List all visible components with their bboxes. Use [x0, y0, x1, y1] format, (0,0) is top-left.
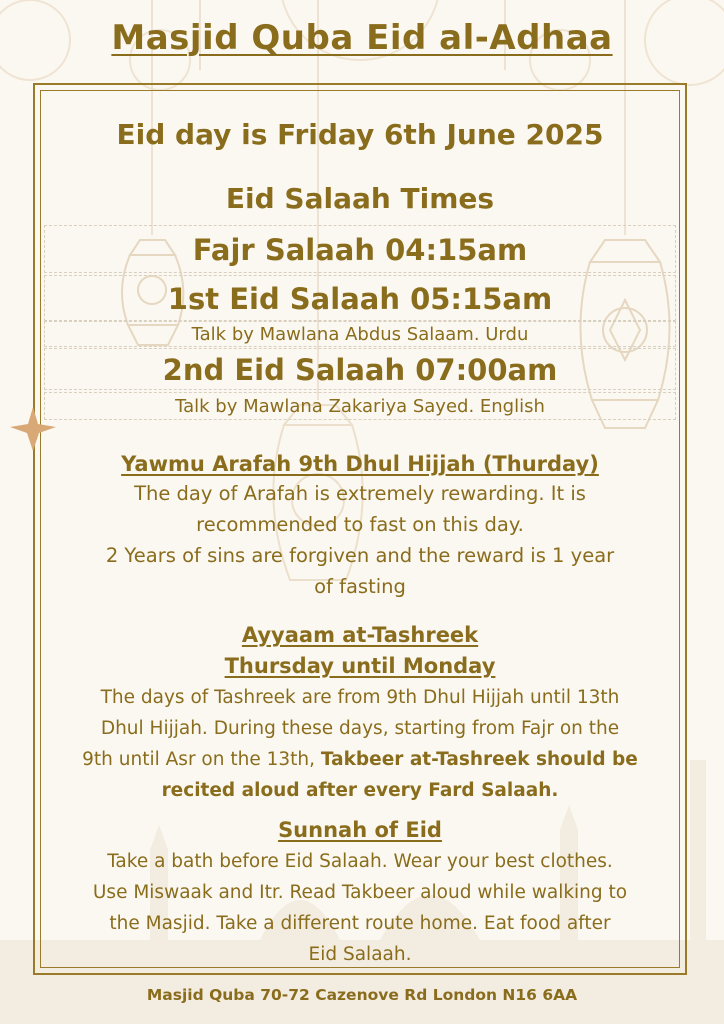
first-eid-time: 1st Eid Salaah 05:15am: [44, 275, 676, 321]
arafah-text: [40, 478, 680, 602]
arafah-line-1: The day of Arafah is extremely rewarding. It is: [134, 482, 586, 505]
sunnah-line-2: Use Miswaak and Itr. Read Takbeer aloud while walking to: [92, 882, 628, 903]
sunnah-line-1: Take a bath before Eid Salaah. Wear your best clothes.: [107, 851, 613, 872]
first-talk: Talk by Mawlana Abdus Salaam. Urdu: [44, 321, 676, 347]
sunnah-line-4: Eid Salaah.: [308, 944, 412, 965]
fajr-time: Fajr Salaah 04:15am: [44, 225, 676, 273]
tashreek-line-4: recited aloud after every Fard Salaah.: [161, 780, 559, 801]
arafah-section: [40, 452, 680, 602]
tashreek-days: Thursday until Monday: [224, 654, 496, 678]
salaah-times-heading: Eid Salaah Times: [225, 182, 495, 215]
second-talk: Talk by Mawlana Zakariya Sayed. English: [44, 392, 676, 420]
tashreek-section: [40, 620, 680, 806]
sunnah-section: [40, 814, 680, 970]
tashreek-line-2: Dhul Hijjah. During these days, starting from Fajr on the: [100, 718, 620, 739]
footer-address: Masjid Quba 70-72 Cazenove Rd London N16 6AA: [146, 986, 578, 1004]
arafah-line-3: 2 Years of sins are forgiven and the reward is 1 year: [105, 544, 615, 567]
sunnah-heading: Sunnah of Eid: [278, 818, 442, 842]
second-eid-time: 2nd Eid Salaah 07:00am: [44, 348, 676, 390]
tashreek-heading: Ayyaam at-Tashreek: [241, 623, 479, 647]
tashreek-text: [40, 682, 680, 806]
sunnah-text: [40, 846, 680, 970]
page-title: Masjid Quba Eid al-Adhaa: [111, 18, 613, 58]
arafah-line-4: of fasting: [314, 575, 406, 598]
tashreek-line-3: 9th until Asr on the 13th, Takbeer at-Tashreek should be: [82, 749, 638, 770]
arafah-line-2: recommended to fast on this day.: [196, 513, 524, 536]
arafah-heading: Yawmu Arafah 9th Dhul Hijjah (Thurday): [121, 452, 599, 476]
eid-day-heading: Eid day is Friday 6th June 2025: [116, 118, 604, 151]
tashreek-line-1: The days of Tashreek are from 9th Dhul Hijjah until 13th: [100, 687, 620, 708]
sunnah-line-3: the Masjid. Take a different route home. Eat food after: [109, 913, 611, 934]
